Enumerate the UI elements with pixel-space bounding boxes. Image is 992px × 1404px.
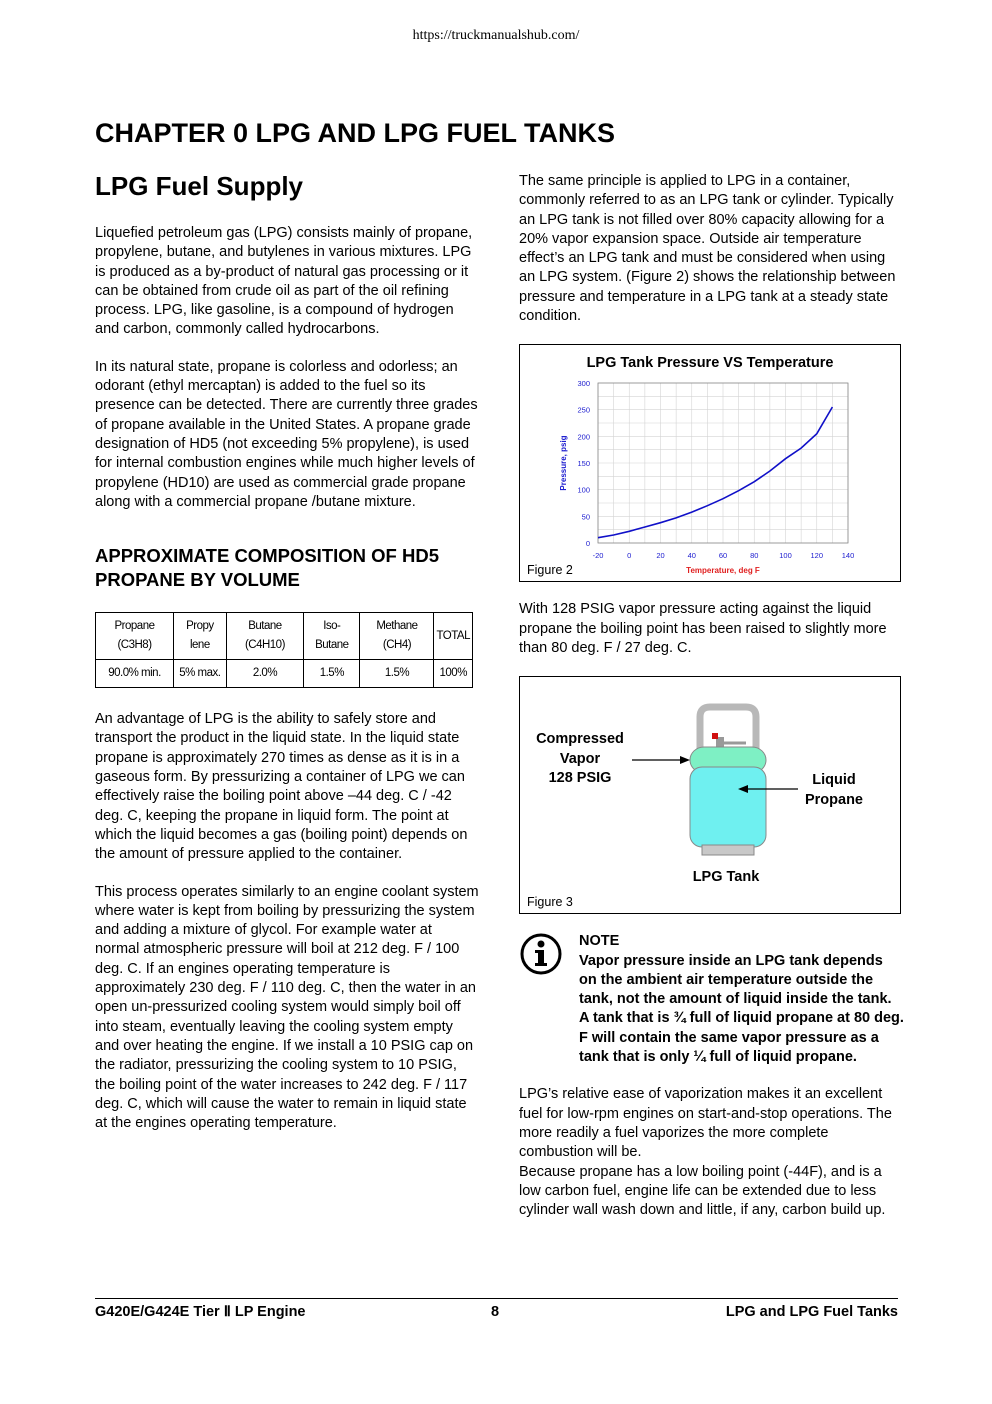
chart-x-tick-label: 40 [687, 551, 696, 561]
paragraph-tank-principle: The same principle is applied to LPG in a container, commonly referred to as an LPG tank or cylinder. Typically an LPG tank is not filled over 80% capacity allowing for a 20% vapor expansion space. Outside air temperature effect’s an LPG tank and must be considered when using an LPG system. (Figure 2) shows the relationship between pressure and temperature in a LPG tank at a steady state condition. [519, 173, 896, 325]
figure-2-label: Figure 2 [527, 563, 573, 578]
chart-y-tick-label: 100 [577, 486, 590, 496]
table-header-cell: TOTAL [434, 613, 473, 660]
figure-3 [519, 676, 901, 914]
liquid-label-line-1: Liquid [812, 772, 856, 789]
chart-x-tick-label: 0 [627, 551, 632, 561]
chart-x-tick-label: 20 [656, 551, 665, 561]
chart-x-tick-label: 60 [718, 551, 728, 561]
chart-series-line [598, 407, 832, 538]
info-icon [519, 932, 563, 976]
table-header-cell: Butane (C4H10) [226, 613, 303, 660]
chart-title: LPG Tank Pressure VS Temperature [586, 355, 834, 372]
vapor-label-line-3: 128 PSIG [548, 770, 612, 787]
table-header-cell: Propane (C3H8) [96, 613, 174, 660]
chart-y-tick-label: 150 [577, 459, 590, 469]
table-header-cell: Propy lene [174, 613, 227, 660]
note-box [519, 932, 904, 1067]
table-cell: 1.5% [304, 660, 360, 688]
paragraph-low-carbon: Because propane has a low boiling point (-44F), and is a low carbon fuel, engine life can be extended due to less cylinder wall wash down and little, if any, carbon build up. [519, 1163, 886, 1219]
chart-y-tick-label: 250 [577, 406, 590, 416]
tank-foot-ring [702, 845, 754, 855]
chapter-title: CHAPTER 0 LPG AND LPG FUEL TANKS [95, 118, 616, 148]
chart-ticks [577, 379, 854, 560]
paragraph-propane-grades: In its natural state, propane is colorless and odorless; an odorant (ethyl mercaptan) is added to the fuel so its presence can be detected. There are currently three grades of propane available in the United States. A propane grade designation of HD5 (not exceeding 5% propylene), is used for internal combustion engines while much higher levels of propylene (HD10) are used as commercial grade propane along with a commercial propane /butane mixture. [95, 358, 478, 510]
chart-x-tick-label: 120 [810, 551, 824, 561]
note-info-icon-wrap [519, 932, 579, 1067]
page-footer [95, 1298, 898, 1320]
chart-y-tick-label: 0 [585, 539, 590, 549]
table-cell: 5% max. [174, 660, 227, 688]
paragraph-vaporization: LPG’s relative ease of vaporization makes it an excellent fuel for low-rpm engines on start-and-stop operations. The more readily a fuel vaporizes the more complete combustion will be. [519, 1086, 892, 1161]
paragraph-lpg-definition: Liquefied petroleum gas (LPG) consists mainly of propane, propylene, butane, and butylenes in various mixtures. LPG is produced as a by-product of natural gas processing or it can be obtained from crude oil as part of the oil refining process. LPG, like gasoline, is a compound of hydrogen and carbon, commonly called hydrocarbons. [95, 225, 473, 338]
composition-table [95, 612, 473, 688]
composition-heading: APPROXIMATE COMPOSITION OF HD5 PROPANE BY VOLUME [95, 545, 439, 591]
chart-x-tick-label: 140 [841, 551, 855, 561]
vapor-arrow-icon [680, 756, 690, 764]
liquid-label-line-2: Propane [804, 792, 864, 809]
chart-y-axis-label: Pressure, psig [559, 435, 568, 491]
tank-liquid-space [690, 767, 766, 847]
chart-x-tick-label: 80 [750, 551, 759, 561]
section-title: LPG Fuel Supply [95, 171, 304, 201]
table-cell: 2.0% [226, 660, 303, 688]
paragraph-boiling-point: With 128 PSIG vapor pressure acting against the liquid propane the boiling point has been raised to slightly more than 80 deg. F / 27 deg. C. [519, 601, 887, 656]
table-header-cell: Methane (CH4) [360, 613, 434, 660]
table-header-cell: Iso- Butane [304, 613, 360, 660]
footer-left-title: G420E/G424E Tier Ⅱ LP Engine [95, 1304, 306, 1320]
left-column [95, 170, 480, 1151]
right-column [519, 172, 904, 1238]
chart-x-tick-label: -20 [592, 551, 604, 561]
table-header-row [96, 613, 473, 660]
header-url[interactable]: https://truckmanualshub.com/ [412, 28, 580, 43]
figure-2 [519, 344, 901, 582]
note-title: NOTE [579, 933, 620, 950]
pressure-temperature-chart [520, 345, 900, 581]
footer-page-number: 8 [491, 1304, 500, 1320]
table-cell: 90.0% min. [96, 660, 174, 688]
table-row [96, 660, 473, 688]
chart-y-tick-label: 300 [577, 379, 590, 389]
note-text: Vapor pressure inside an LPG tank depends on the ambient air temperature outside the tank, not the amount of liquid inside the tank. A tank that is ¾ full of liquid propane at 80 deg. F will contain the same vapor pressure as a tank that is only ¼ full of liquid propane. [579, 952, 904, 1066]
lpg-tank-diagram [520, 677, 900, 913]
chart-y-tick-label: 50 [581, 512, 590, 522]
chart-x-axis-label: Temperature, deg F [686, 566, 760, 576]
tank-label: LPG Tank [692, 869, 760, 886]
paragraph-coolant-analogy: This process operates similarly to an engine coolant system where water is kept from boiling by pressurizing the system and adding a mixture of glycol. For example water at normal atmospheric pressure will boil at 212 deg. F / 100 deg. C. If an engines operating temperature is approximately 230 deg. F / 110 deg. C, then the water in an open un-pressurized cooling system would simply boil off into steam, eventually leaving the cooling system empty and over heating the engine. If we install a 10 PSIG cap on the radiator, pressurizing the cooling system to 10 PSIG, the boiling point of the water increases to 242 deg. F / 117 deg. C, which will cause the water to remain in liquid state at the engines operating temperature. [95, 883, 479, 1132]
table-cell: 1.5% [360, 660, 434, 688]
paragraph-lpg-advantage: An advantage of LPG is the ability to safely store and transport the product in the liquid state. In the liquid state propane is approximately 270 times as dense as it is in a gaseous form. By pressurizing a container of LPG we can effectively raise the boiling point above –44 deg. C / -42 deg. C, keeping the propane in liquid form. The point at which the liquid becomes a gas (boiling point) depends on the amount of pressure applied to the container. [95, 711, 468, 863]
figure-3-label: Figure 3 [527, 895, 573, 910]
note-content [579, 932, 904, 1067]
vapor-label-line-1: Compressed [536, 731, 624, 748]
tank-valve-knob [712, 733, 718, 739]
chart-y-tick-label: 200 [577, 432, 590, 442]
vapor-label-line-2: Vapor [559, 751, 601, 768]
footer-right-title: LPG and LPG Fuel Tanks [725, 1304, 898, 1320]
table-cell: 100% [434, 660, 473, 688]
chart-x-tick-label: 100 [779, 551, 792, 561]
chart-grid [598, 383, 848, 543]
